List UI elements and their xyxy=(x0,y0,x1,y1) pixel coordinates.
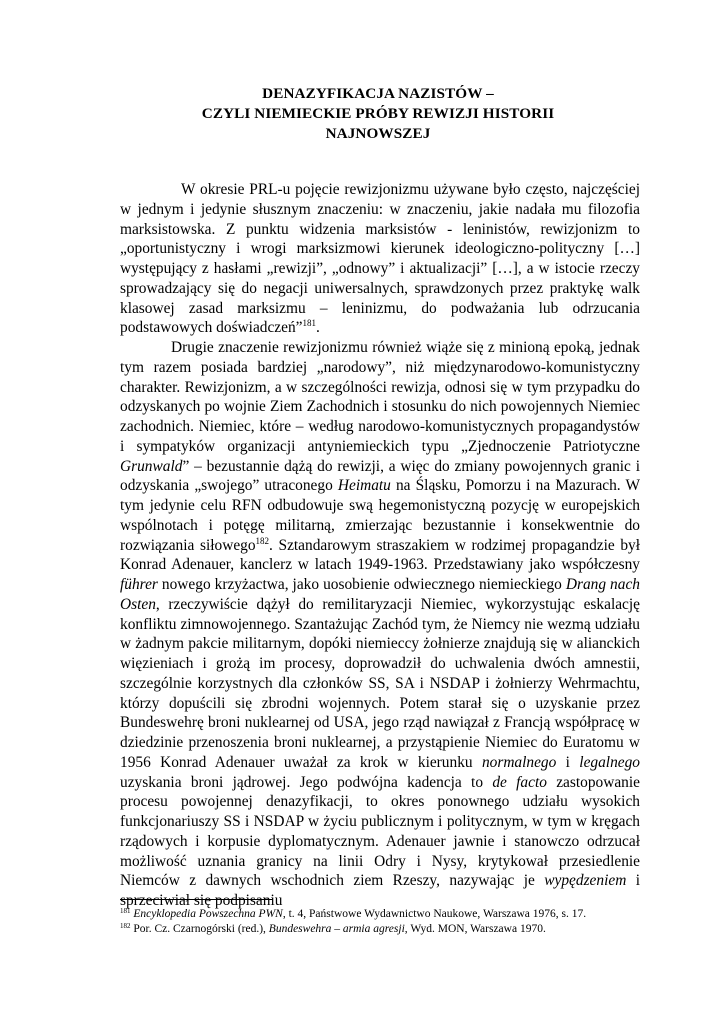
paragraph-2-text: ” – bezustannie dążą do rewizji, a więc do zmiany powojennych granic i odzyskania „swojego” utraconego xyxy=(120,457,640,495)
paragraph-2-text: , rzeczywiście dążył do remilitaryzacji Niemiec, wykorzystując eskalację konfliktu zimnowojennego. Szantażując Zachód tym, że Niemcy nie wezmą udziału w żadnym pakcie militarnym, dopóki niemieccy żołnierze znajdują się w alianckich więzieniach i grożą im procesy, doprowadził do uchwalenia dwóch amnestii, szczególnie korzystnych dla członków SS, SA i NSDAP i żołnierzy Wehrmachtu, którzy dopuścili się zbrodni wojennych. Potem starał się o uzyskanie przez Bundeswehrę broni nuklearnej od USA, jego rząd nawiązał z Francją współpracę w dziedzinie przenoszenia broni nuklearnej, a przystąpienie Niemiec do Euratomu w 1956 Konrad Adenauer uważał za krok w kierunku xyxy=(120,595,640,771)
paragraph-2-text: uzyskania broni jądrowej. Jego podwójna kadencja to xyxy=(120,773,493,791)
title-line-3: NAJNOWSZEJ xyxy=(325,125,431,142)
title-line-1: DENAZYFIKACJA NAZISTÓW – xyxy=(262,85,494,102)
title-line-2: CZYLI NIEMIECKIE PRÓBY REWIZJI HISTORII xyxy=(201,105,555,122)
paragraph-2-text: na Śląsku, Pomorzu i na Mazurach. W tym jedynie celu RFN odbudowuje swą hegemonistyczną pozycję w europejskich wspólnotach i potęgę militarną, zmierzając bezustannie i konsekwentnie do rozwiązania siłowego xyxy=(120,477,641,554)
italic-term: de facto xyxy=(492,773,547,791)
footnote-source-title: Bundeswehra – armia agresji xyxy=(268,922,405,935)
footnote-separator xyxy=(120,899,273,900)
footnote-ref-181: 181 xyxy=(302,318,316,329)
italic-term: normalnego xyxy=(481,753,557,771)
paragraph-1-text: W okresie PRL-u pojęcie rewizjonizmu używane było często, najczęściej w jednym i jedynie słusznym znaczeniu: w znaczeniu, jakie nadała mu filozofia marksistowska. Z punktu widzenia marksistów - leninistów, rewizjonizm to „oportunistyczny i wrogi marksizmowi kierunek ideologiczno-polityczny […] występujący z hasłami „rewizji”, „odnowy” i aktualizacji” […], a w istocie rzeczy sprowadzający się do negacji uniwersalnych, sprawdzonych przez praktykę walk klasowej zasad marksizmu – leninizmu, do podważania lub odrzucania podstawowych doświadczeń” xyxy=(120,181,640,337)
footnote-details: , t. 4, Państwowe Wydawnictwo Naukowe, Warszawa 1976, s. 17. xyxy=(282,908,587,920)
paragraph-2 xyxy=(120,338,640,911)
footnote-details: , Wyd. MON, Warszawa 1970. xyxy=(404,922,546,935)
paragraph-2-text: nowego krzyżactwa, jako uosobienie odwiecznego niemieckiego xyxy=(157,576,566,593)
footnote-number: 181 xyxy=(120,907,131,915)
body-text xyxy=(120,180,640,911)
footnote-number: 182 xyxy=(120,921,131,930)
footnote-181 xyxy=(120,907,640,922)
italic-term: führer xyxy=(120,576,158,593)
chapter-title xyxy=(118,84,638,144)
paragraph-2-text: . Sztandarowym straszakiem w rodzimej propagandzie był Konrad Adenauer, kanclerz w latach 1949-1963. Przedstawiany jako współczesny xyxy=(120,536,640,574)
paragraph-1 xyxy=(120,180,640,338)
footnote-source-title: Encyklopedia Powszechna PWN xyxy=(133,908,283,920)
italic-term: Drang nach Osten xyxy=(120,576,640,613)
paragraph-2-text: i xyxy=(556,753,580,771)
paragraph-2-text: Drugie znaczenie rewizjonizmu również wiąże się z minioną epoką, jednak tym razem posiada bardziej „narodowy”, niż międzynarodowo-komunistyczny charakter. Rewizjonizm, a w szczególności rewizja, odnosi się w tym przypadku do odzyskanych po wojnie Ziem Zachodnich i stosunku do nich powojennych Niemiec zachodnich. Niemiec, które – według narodowo-komunistycznych propagandystów i sympatyków organizacji antyniemieckich typu „Zjednoczenie Patriotyczne xyxy=(120,339,640,455)
italic-term: legalnego xyxy=(579,753,640,771)
italic-term: Grunwald xyxy=(120,457,183,475)
paragraph-1-end: . xyxy=(316,319,320,337)
italic-term: wypędzeniem xyxy=(544,872,627,890)
italic-term: Heimatu xyxy=(337,477,391,495)
footnote-ref-182: 182 xyxy=(255,535,270,546)
footnote-182 xyxy=(120,922,640,937)
footnotes xyxy=(120,907,640,936)
paragraph-2-text: i sprzeciwiał się podpisaniu xyxy=(120,872,640,909)
footnote-prefix: Por. Cz. Czarnogórski (red.), xyxy=(130,922,269,935)
paragraph-2-text: zastopowanie procesu powojennej denazyfikacji, to okres ponownego udziału wysokich funkcjonariuszy SS i NSDAP w życiu publicznym i politycznym, w tym w kręgach rządowych i korpusie dyplomatycznym. Adenauer jawnie i stanowczo odrzucał możliwość uznania granicy na linii Odry i Nysy, krytykował przesiedlenie Niemców z dawnych wschodnich ziem Rzeszy, nazywając je xyxy=(120,773,640,890)
